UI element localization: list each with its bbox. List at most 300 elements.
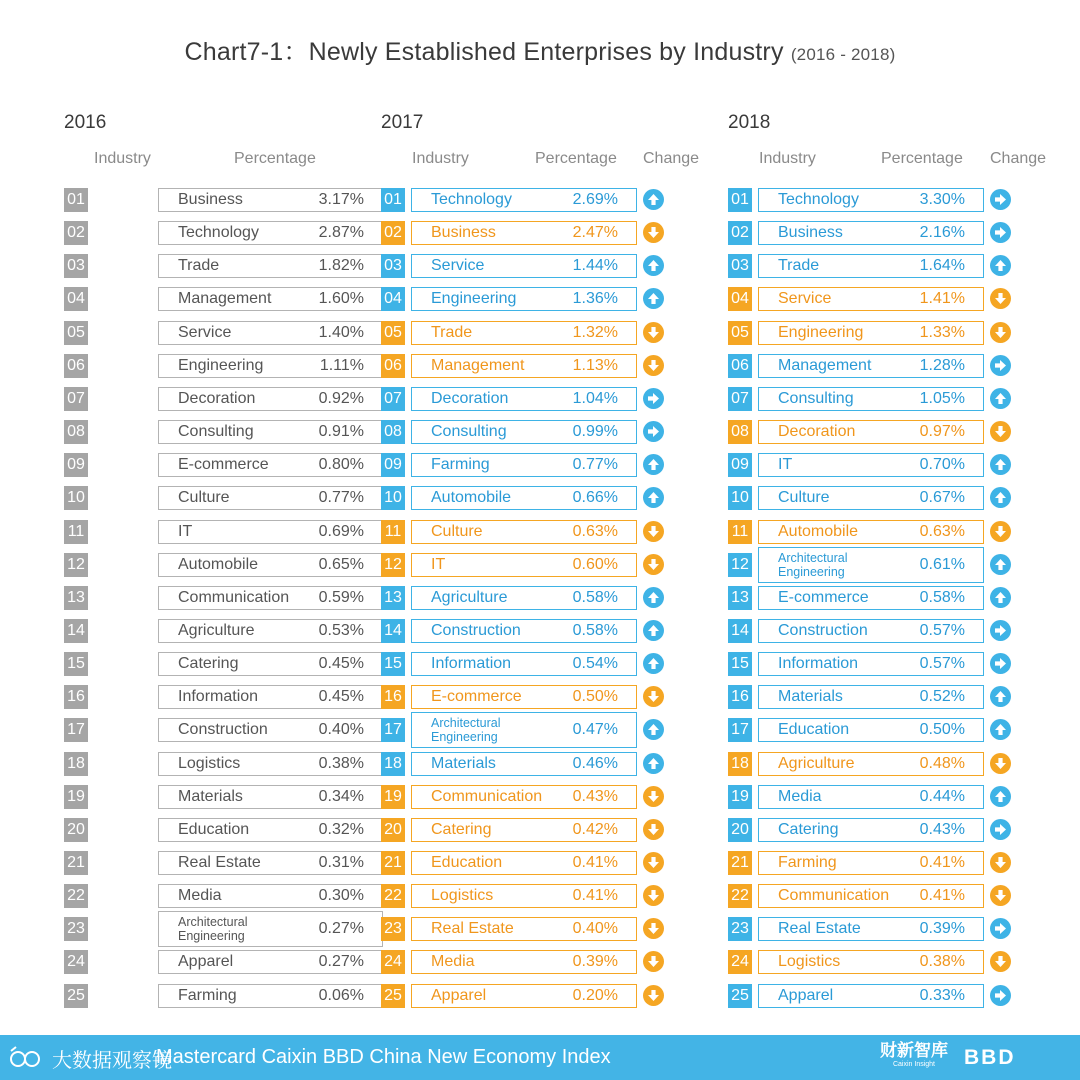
percentage-value: 0.43%	[919, 820, 965, 838]
rank-badge: 17	[64, 718, 88, 742]
industry-cell	[158, 188, 383, 212]
change-down-icon	[990, 288, 1011, 309]
change-down-icon	[643, 918, 664, 939]
table-row	[64, 915, 364, 944]
change-down-icon	[643, 786, 664, 807]
column-header-percentage: Percentage	[881, 150, 963, 167]
industry-cell	[411, 685, 637, 709]
change-up-icon	[643, 653, 664, 674]
industry-name: E-commerce	[178, 456, 269, 474]
rank-badge: 13	[381, 586, 405, 610]
percentage-value: 0.50%	[919, 721, 965, 739]
industry-cell	[758, 851, 984, 875]
change-same-icon	[990, 918, 1011, 939]
rank-badge: 11	[381, 520, 405, 544]
percentage-value: 1.41%	[919, 290, 965, 308]
percentage-value: 0.45%	[318, 655, 364, 673]
industry-name: Information	[178, 688, 259, 706]
table-row	[64, 586, 364, 610]
change-up-icon	[643, 587, 664, 608]
percentage-value: 0.58%	[919, 588, 965, 606]
industry-cell	[411, 420, 637, 444]
industry-name: Education	[778, 721, 850, 739]
table-row	[728, 354, 1028, 378]
industry-name: Communication	[778, 887, 890, 905]
industry-name: Real Estate	[778, 920, 861, 938]
industry-name: Media	[778, 787, 822, 805]
rank-badge: 16	[64, 685, 88, 709]
industry-cell	[758, 818, 984, 842]
caixin-logo	[880, 1041, 948, 1069]
rank-badge: 18	[64, 752, 88, 776]
industry-name: IT	[778, 456, 793, 474]
industry-cell	[158, 553, 383, 577]
rank-badge: 04	[728, 287, 752, 311]
rank-badge: 10	[381, 486, 405, 510]
table-row	[64, 718, 364, 742]
percentage-value: 0.20%	[572, 986, 618, 1004]
table-row	[64, 984, 364, 1008]
rank-badge: 24	[728, 950, 752, 974]
percentage-value: 0.66%	[572, 489, 618, 507]
percentage-value: 3.17%	[318, 191, 364, 208]
percentage-value: 0.43%	[572, 787, 618, 805]
percentage-value: 0.67%	[919, 489, 965, 507]
change-down-icon	[990, 885, 1011, 906]
table-row	[728, 321, 1028, 345]
year-table-2016	[64, 112, 364, 1012]
industry-cell	[411, 321, 637, 345]
table-row	[381, 685, 681, 709]
industry-cell	[758, 453, 984, 477]
table-row	[728, 785, 1028, 809]
industry-name: Engineering	[178, 356, 264, 374]
percentage-value: 1.04%	[572, 389, 618, 407]
industry-cell	[758, 520, 984, 544]
percentage-value: 0.45%	[318, 688, 364, 706]
change-up-icon	[990, 786, 1011, 807]
industry-name: IT	[431, 555, 446, 573]
percentage-value: 0.80%	[318, 456, 364, 474]
industry-name: Communication	[178, 588, 290, 606]
rank-badge: 23	[381, 917, 405, 941]
industry-cell	[758, 420, 984, 444]
table-row	[728, 917, 1028, 941]
table-row	[64, 685, 364, 709]
percentage-value: 0.33%	[919, 986, 965, 1004]
lens-logo-icon	[8, 1045, 48, 1071]
industry-name: Information	[431, 655, 512, 673]
industry-name: E-commerce	[431, 688, 522, 706]
table-row	[381, 321, 681, 345]
industry-cell	[158, 718, 383, 742]
change-down-icon	[643, 222, 664, 243]
industry-cell	[758, 254, 984, 278]
rank-badge: 05	[728, 321, 752, 345]
table-row	[728, 685, 1028, 709]
footer-title: Mastercard Caixin BBD China New Economy Index	[156, 1046, 611, 1068]
industry-name: Management	[431, 356, 525, 374]
rank-badge: 14	[728, 619, 752, 643]
industry-name: Information	[778, 655, 859, 673]
rank-badge: 12	[381, 553, 405, 577]
change-down-icon	[643, 852, 664, 873]
rank-badge: 15	[64, 652, 88, 676]
industry-cell	[758, 387, 984, 411]
table-row	[728, 851, 1028, 875]
percentage-value: 0.39%	[919, 920, 965, 938]
industry-name: Service	[178, 323, 232, 341]
percentage-value: 0.58%	[572, 588, 618, 606]
footer-left-text: 大数据观察镜	[52, 1049, 172, 1072]
percentage-value: 0.47%	[572, 721, 618, 739]
percentage-value: 0.38%	[318, 754, 364, 772]
year-label: 2018	[728, 112, 771, 133]
rank-badge: 08	[64, 420, 88, 444]
percentage-value: 0.32%	[318, 820, 364, 838]
industry-cell	[158, 619, 383, 643]
percentage-value: 2.87%	[318, 224, 364, 242]
industry-name: Service	[778, 290, 832, 308]
change-same-icon	[990, 819, 1011, 840]
column-header-industry: Industry	[759, 150, 816, 167]
percentage-value: 1.28%	[919, 356, 965, 374]
industry-cell	[158, 486, 383, 510]
industry-name: Decoration	[431, 389, 509, 407]
industry-name: Culture	[178, 489, 230, 507]
industry-name: Decoration	[778, 423, 856, 441]
industry-name: Agriculture	[431, 588, 508, 606]
change-up-icon	[990, 554, 1011, 575]
percentage-value: 0.57%	[919, 655, 965, 673]
column-header-industry: Industry	[412, 150, 469, 167]
industry-cell	[411, 884, 637, 908]
industry-name: Trade	[178, 257, 220, 275]
industry-name: Apparel	[431, 986, 487, 1004]
industry-cell	[758, 752, 984, 776]
rank-badge: 07	[381, 387, 405, 411]
table-row	[381, 652, 681, 676]
rank-badge: 12	[728, 553, 752, 577]
percentage-value: 0.39%	[572, 953, 618, 971]
change-down-icon	[643, 985, 664, 1006]
change-same-icon	[990, 985, 1011, 1006]
industry-cell	[411, 520, 637, 544]
industry-name: Agriculture	[778, 754, 855, 772]
percentage-value: 0.61%	[919, 555, 965, 573]
percentage-value: 1.32%	[572, 323, 618, 341]
industry-name: Farming	[431, 456, 490, 474]
industry-cell	[158, 453, 383, 477]
rank-badge: 09	[64, 453, 88, 477]
table-row	[64, 221, 364, 245]
industry-name: Media	[431, 953, 475, 971]
change-same-icon	[990, 222, 1011, 243]
percentage-value: 1.44%	[572, 257, 618, 275]
industry-name: Business	[431, 224, 496, 242]
change-up-icon	[990, 487, 1011, 508]
rank-badge: 05	[381, 321, 405, 345]
industry-cell	[758, 685, 984, 709]
industry-cell	[411, 254, 637, 278]
industry-cell	[411, 712, 637, 748]
industry-cell	[758, 619, 984, 643]
industry-name: Communication	[431, 787, 543, 805]
rank-badge: 07	[64, 387, 88, 411]
rank-badge: 01	[381, 188, 405, 212]
rank-badge: 12	[64, 553, 88, 577]
industry-cell	[158, 221, 383, 245]
rank-badge: 09	[728, 453, 752, 477]
rank-badge: 04	[381, 287, 405, 311]
table-row	[64, 254, 364, 278]
percentage-value: 0.99%	[572, 423, 618, 441]
industry-name: Education	[431, 854, 503, 871]
industry-name: Business	[178, 191, 243, 208]
industry-cell	[411, 586, 637, 610]
rank-badge: 18	[728, 752, 752, 776]
change-down-icon	[990, 753, 1011, 774]
percentage-value: 0.42%	[572, 820, 618, 838]
industry-cell	[158, 785, 383, 809]
industry-name: Management	[778, 356, 872, 374]
industry-name: Construction	[778, 621, 868, 639]
industry-cell	[411, 950, 637, 974]
rank-badge: 03	[64, 254, 88, 278]
table-row	[381, 619, 681, 643]
table-row	[64, 321, 364, 345]
industry-cell	[411, 188, 637, 212]
table-row	[64, 354, 364, 378]
table-row	[381, 851, 681, 875]
change-down-icon	[990, 421, 1011, 442]
industry-cell	[758, 287, 984, 311]
rank-badge: 22	[64, 884, 88, 908]
table-row	[381, 917, 681, 941]
industry-cell	[158, 851, 383, 875]
percentage-value: 1.11%	[319, 356, 364, 374]
table-row	[728, 984, 1028, 1008]
change-down-icon	[990, 852, 1011, 873]
industry-name: Education	[178, 820, 250, 838]
change-up-icon	[990, 454, 1011, 475]
rank-badge: 19	[728, 785, 752, 809]
percentage-value: 0.46%	[572, 754, 618, 772]
table-row	[64, 486, 364, 510]
table-row	[381, 716, 681, 745]
table-row	[64, 752, 364, 776]
rank-badge: 01	[64, 188, 88, 212]
industry-cell	[158, 911, 383, 947]
table-row	[64, 652, 364, 676]
rank-badge: 14	[64, 619, 88, 643]
percentage-value: 2.69%	[572, 191, 618, 208]
rank-badge: 04	[64, 287, 88, 311]
percentage-value: 0.77%	[318, 489, 364, 507]
table-row	[728, 818, 1028, 842]
industry-name: Automobile	[431, 489, 512, 507]
table-row	[64, 950, 364, 974]
rank-badge: 16	[728, 685, 752, 709]
bbd-logo: BBD	[964, 1046, 1016, 1069]
percentage-value: 0.50%	[572, 688, 618, 706]
table-row	[381, 984, 681, 1008]
table-row	[64, 420, 364, 444]
rank-badge: 25	[381, 984, 405, 1008]
industry-name: Farming	[178, 986, 237, 1004]
industry-name: Architectural Engineering	[178, 915, 248, 944]
chart-title-range: (2016 - 2018)	[790, 45, 896, 64]
industry-cell	[758, 221, 984, 245]
change-down-icon	[643, 951, 664, 972]
column-header-percentage: Percentage	[234, 150, 316, 167]
industry-name: Logistics	[778, 953, 841, 971]
industry-name: Business	[778, 224, 843, 242]
change-up-icon	[643, 454, 664, 475]
percentage-value: 0.70%	[919, 456, 965, 474]
industry-cell	[158, 884, 383, 908]
table-row	[64, 520, 364, 544]
rank-badge: 08	[381, 420, 405, 444]
percentage-value: 0.30%	[318, 887, 364, 905]
change-up-icon	[990, 587, 1011, 608]
industry-cell	[758, 321, 984, 345]
change-up-icon	[643, 487, 664, 508]
percentage-value: 0.41%	[919, 854, 965, 871]
industry-cell	[758, 984, 984, 1008]
industry-cell	[158, 520, 383, 544]
table-row	[64, 785, 364, 809]
percentage-value: 0.57%	[919, 621, 965, 639]
change-up-icon	[990, 388, 1011, 409]
table-row	[381, 287, 681, 311]
year-label: 2016	[64, 112, 107, 133]
industry-name: Management	[178, 290, 272, 308]
table-row	[728, 453, 1028, 477]
change-down-icon	[643, 521, 664, 542]
rank-badge: 23	[728, 917, 752, 941]
percentage-value: 0.60%	[572, 555, 618, 573]
industry-cell	[758, 950, 984, 974]
rank-badge: 03	[728, 254, 752, 278]
industry-name: Logistics	[178, 754, 241, 772]
change-up-icon	[643, 753, 664, 774]
industry-cell	[411, 917, 637, 941]
industry-name: Apparel	[778, 986, 834, 1004]
table-row	[381, 188, 681, 212]
table-row	[381, 520, 681, 544]
percentage-value: 0.40%	[572, 920, 618, 938]
industry-cell	[158, 652, 383, 676]
year-table-2018	[728, 112, 1047, 1012]
table-row	[64, 453, 364, 477]
table-row	[728, 550, 1028, 579]
table-row	[728, 287, 1028, 311]
industry-cell	[158, 950, 383, 974]
industry-name: Automobile	[778, 522, 859, 540]
industry-name: Technology	[178, 224, 259, 242]
percentage-value: 0.41%	[572, 887, 618, 905]
industry-name: Consulting	[178, 423, 254, 441]
rank-badge: 06	[728, 354, 752, 378]
caixin-logo-text: 财新智库	[880, 1041, 948, 1060]
industry-cell	[758, 884, 984, 908]
change-down-icon	[990, 322, 1011, 343]
industry-name: Automobile	[178, 555, 259, 573]
percentage-value: 1.40%	[318, 323, 364, 341]
column-header-percentage: Percentage	[535, 150, 617, 167]
percentage-value: 0.44%	[919, 787, 965, 805]
percentage-value: 0.91%	[318, 423, 364, 441]
rank-badge: 25	[64, 984, 88, 1008]
industry-cell	[158, 685, 383, 709]
industry-cell	[158, 354, 383, 378]
footer-bar	[0, 1035, 1080, 1080]
change-up-icon	[643, 255, 664, 276]
industry-cell	[158, 287, 383, 311]
table-row	[381, 553, 681, 577]
industry-name: Technology	[431, 191, 512, 208]
rank-badge: 21	[64, 851, 88, 875]
table-row	[728, 586, 1028, 610]
rank-badge: 17	[728, 718, 752, 742]
percentage-value: 2.47%	[572, 224, 618, 242]
table-row	[381, 752, 681, 776]
industry-cell	[411, 851, 637, 875]
industry-cell	[411, 752, 637, 776]
table-row	[64, 619, 364, 643]
rank-badge: 20	[728, 818, 752, 842]
industry-name: Architectural Engineering	[431, 716, 501, 745]
table-row	[381, 354, 681, 378]
industry-name: Agriculture	[178, 621, 255, 639]
rank-badge: 13	[728, 586, 752, 610]
change-up-icon	[643, 288, 664, 309]
percentage-value: 0.40%	[318, 721, 364, 739]
industry-name: Materials	[778, 688, 843, 706]
chart-title-main: Chart7-1：Newly Established Enterprises by Industry	[184, 38, 784, 66]
percentage-value: 0.54%	[572, 655, 618, 673]
year-table-2017	[381, 112, 700, 1012]
industry-name: Apparel	[178, 953, 234, 971]
industry-name: Catering	[778, 820, 839, 838]
industry-cell	[411, 553, 637, 577]
industry-cell	[758, 547, 984, 583]
industry-cell	[158, 752, 383, 776]
industry-name: Catering	[431, 820, 492, 838]
column-header-change: Change	[990, 150, 1047, 167]
industry-name: Real Estate	[431, 920, 514, 938]
percentage-value: 0.41%	[572, 854, 618, 871]
percentage-value: 1.05%	[919, 389, 965, 407]
percentage-value: 0.38%	[919, 953, 965, 971]
industry-cell	[411, 984, 637, 1008]
table-row	[381, 586, 681, 610]
rank-badge: 24	[64, 950, 88, 974]
table-row	[64, 818, 364, 842]
industry-cell	[158, 387, 383, 411]
industry-cell	[758, 486, 984, 510]
rank-badge: 09	[381, 453, 405, 477]
rank-badge: 22	[381, 884, 405, 908]
rank-badge: 06	[64, 354, 88, 378]
year-label: 2017	[381, 112, 424, 133]
rank-badge: 03	[381, 254, 405, 278]
industry-cell	[158, 321, 383, 345]
industry-name: Culture	[431, 522, 483, 540]
change-down-icon	[990, 521, 1011, 542]
rank-badge: 02	[381, 221, 405, 245]
